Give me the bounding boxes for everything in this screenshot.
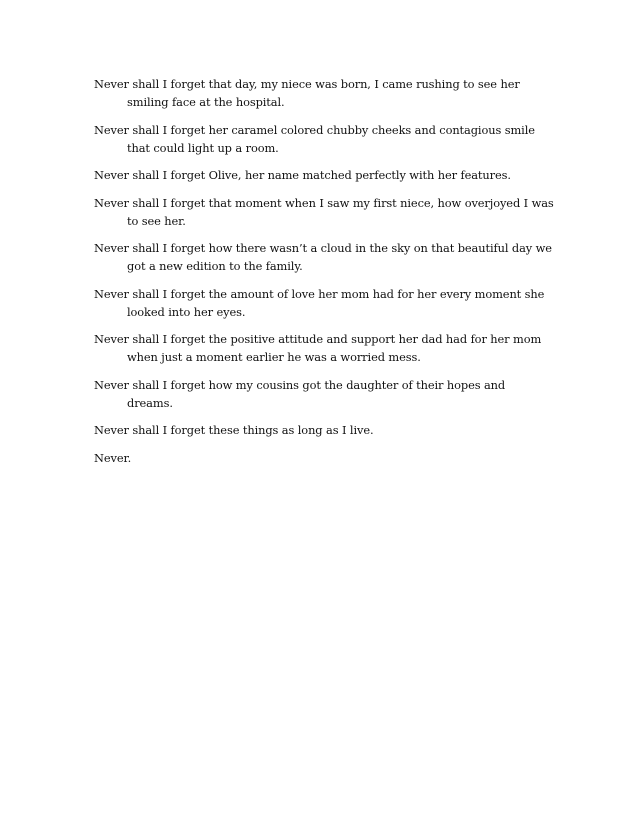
poem-line-5: Never shall I forget how there wasn’t a cloud in the sky on that beautiful day we got a new edition to the family.: [94, 241, 552, 273]
poem-line-4: Never shall I forget that moment when I saw my first niece, how overjoyed I was to see her.: [94, 195, 554, 228]
poem-line-10: Never.: [94, 450, 132, 465]
poem-line-7: Never shall I forget the positive attitude and support her dad had for her mom when just a moment earlier he was a worried mess.: [94, 332, 542, 364]
poem-line-3: Never shall I forget Olive, her name matched perfectly with her features.: [94, 168, 511, 182]
poem-line-8: Never shall I forget how my cousins got the daughter of their hopes and dreams.: [94, 377, 506, 410]
poem-line-1: Never shall I forget that day, my niece was born, I came rushing to see her smiling face at the hospital.: [94, 77, 520, 109]
poem-line-2: Never shall I forget her caramel colored chubby cheeks and contagious smile that could light up a room.: [94, 122, 535, 155]
poem-line-9: Never shall I forget these things as long as I live.: [94, 423, 374, 437]
poem-body: [94, 75, 554, 476]
poem-line-6: Never shall I forget the amount of love her mom had for her every moment she looked into her eyes.: [94, 286, 545, 319]
